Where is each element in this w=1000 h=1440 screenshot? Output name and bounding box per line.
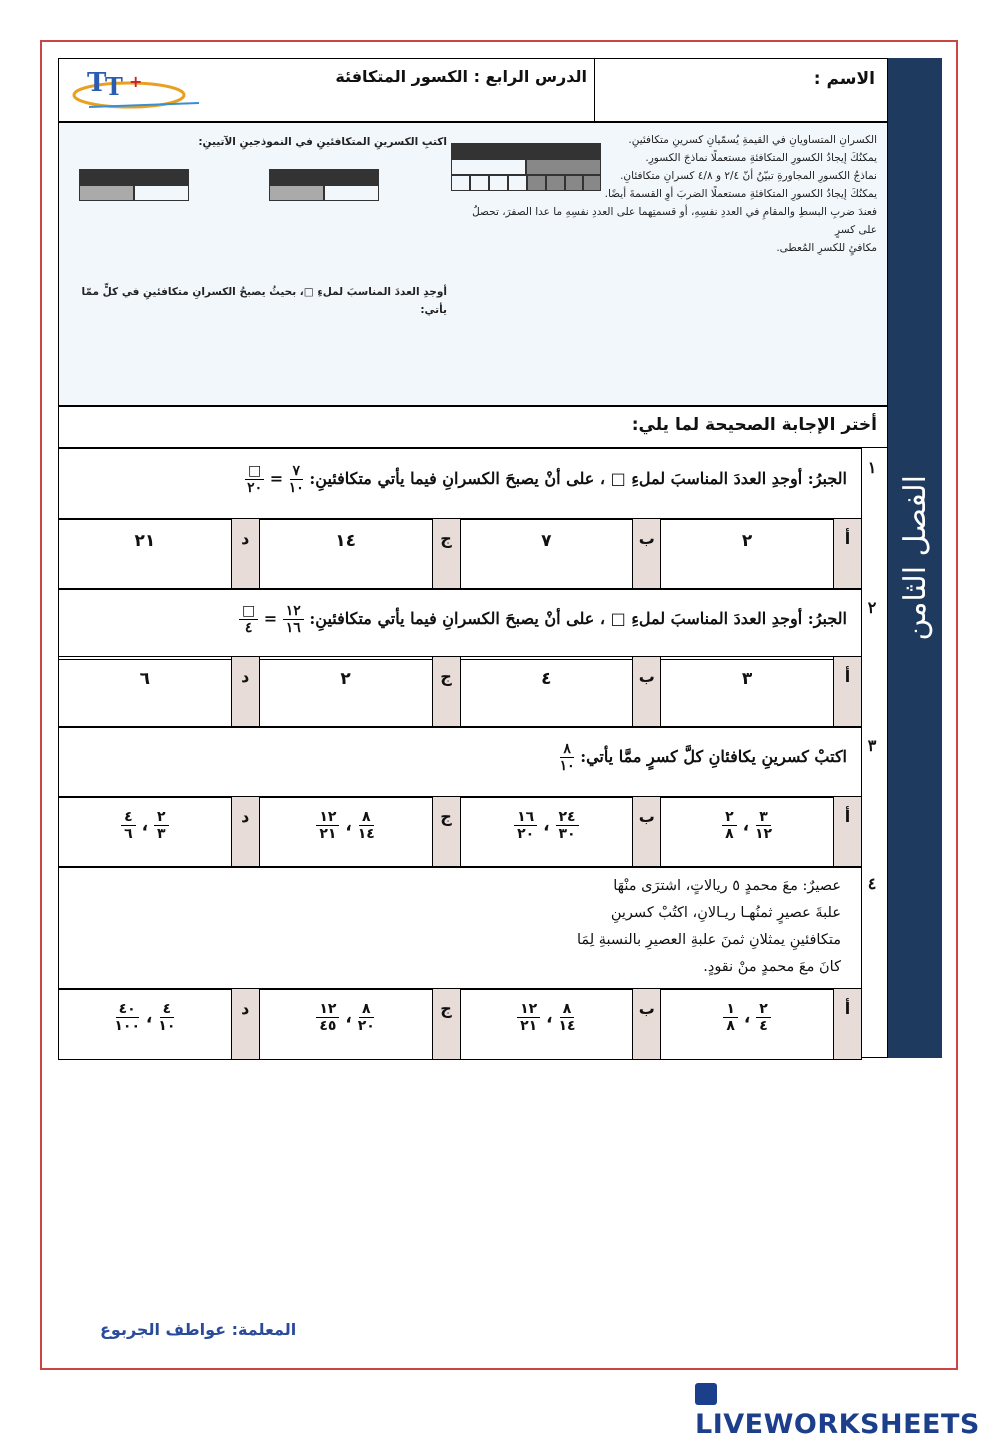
fraction: $\frac{٨}{١٤}$ [558, 1001, 576, 1034]
question-prompt: اكتبْ كسرينِ يكافئانِ كلَّ كسرٍ ممَّا يأتي: [580, 747, 847, 766]
option-letter: د [231, 657, 259, 727]
option-letter: د [231, 519, 259, 589]
school-logo-icon [69, 65, 209, 115]
option-letter: د [231, 797, 259, 867]
fraction: $\frac{١٦}{٢٠}$ [514, 809, 537, 842]
svg-text:T: T [105, 72, 123, 101]
lesson-line: نماذجُ الكسورِ المجاورةِ تبيّنُ أنّ ٢/٤ و ٤/٨ كسرانِ متكافئانِ. [620, 170, 877, 182]
question-number: ٣ [867, 736, 877, 755]
option-c[interactable]: ١٤ [259, 519, 432, 589]
svg-text:T: T [87, 68, 107, 98]
option-a[interactable]: ٣ [660, 657, 833, 727]
fraction: $\frac{٨}{١٤}$ [357, 809, 375, 842]
question-2 [58, 588, 862, 660]
question-line: متكافئينِ يمثلانِ ثمنَ علبةِ العصيرِ بالنسبةِ لِمَا [576, 932, 841, 948]
fraction-bar-halves [451, 159, 601, 175]
question-text: الجبرُ: أوجدِ العددَ المناسبَ لملءِ □ ، على أنْ يصبحَ الكسرانِ فيما يأتي متكافئينِ: $\frac{١٢}{١٦}$ = $\frac{□}{٤}$ [239, 603, 847, 636]
fraction-blank: $\frac{□}{٤}$ [239, 603, 258, 636]
option-b[interactable]: $\frac{٨}{١٤}$ ، $\frac{١٢}{٢١}$ [460, 989, 633, 1059]
fraction: $\frac{٨}{١٠}$ [559, 741, 575, 774]
question-3 [58, 726, 862, 798]
exercise-heading: أوجدِ العددَ المناسبَ لملءِ □، بحيثُ يصبحُ الكسرانِ متكافئينِ في كلٍّ ممّا يأتي: [81, 286, 447, 316]
option-letter: أ [833, 797, 861, 867]
option-d[interactable]: $\frac{٤}{١٠}$ ، $\frac{٤٠}{١٠٠}$ [114, 1001, 176, 1034]
option-letter: ب [632, 519, 660, 589]
brand-icon [695, 1383, 717, 1405]
option-letter: أ [833, 989, 861, 1059]
lesson-title: الدرس الرابع : الكسور المتكافئة [335, 67, 587, 86]
exercise-model-2 [269, 169, 379, 185]
option-letter: ج [432, 797, 460, 867]
exercise-heading: اكتبِ الكسرينِ المتكافئينِ في النموذجينِ الآتيينِ: [198, 136, 447, 148]
brand-text: LIVEWORKSHEETS [695, 1409, 980, 1440]
option-c[interactable]: ٢ [259, 657, 432, 727]
exercise-model-1 [79, 169, 189, 185]
name-label: الاسم : [813, 69, 875, 89]
options-row-3 [58, 796, 862, 868]
fraction: $\frac{٨}{٢٠}$ [357, 1001, 375, 1034]
option-b[interactable]: ٧ [460, 519, 633, 589]
question-text [560, 741, 847, 774]
option-c[interactable]: $\frac{٨}{١٤}$ ، $\frac{١٢}{٢١}$ [259, 797, 432, 867]
option-b[interactable]: $\frac{٢٤}{٣٠}$ ، $\frac{١٦}{٢٠}$ [460, 797, 633, 867]
question-line: كانَ معَ محمدٍ منْ نقودٍ. [703, 959, 841, 975]
lesson-line: يمكنُكَ إيجادُ الكسورِ المتكافئةِ مستعملًا نماذجَ الكسورِ. [645, 152, 877, 164]
question-number: ١ [867, 458, 877, 477]
lesson-line: الكسرانِ المتساويانِ في القيمةِ يُسمّيانِ كسرينِ متكافئينِ. [628, 134, 877, 146]
question-text: الجبرُ: أوجدِ العددَ المناسبَ لملءِ □ ، على أنْ يصبحَ الكسرانِ فيما يأتي متكافئينِ: $\frac{٧}{١٠}$ = $\frac{□}{٢٠}$ [245, 463, 847, 496]
svg-text:+: + [129, 72, 143, 91]
question-prompt: الجبرُ: أوجدِ العددَ المناسبَ لملءِ □ ، على أنْ يصبحَ الكسرانِ فيما يأتي متكافئينِ: [309, 609, 847, 628]
option-c[interactable]: $\frac{٨}{٢٠}$ ، $\frac{١٢}{٤٥}$ [259, 989, 432, 1059]
lesson-line: فعندَ ضربِ البسطِ والمقامِ في العددِ نفسِهِ، أو قسمتِهما على العددِ نفسِهِ ما عدا الصفرَ، تحصلُ على كسرٍ [472, 206, 877, 236]
option-letter: أ [833, 519, 861, 589]
fraction: $\frac{١٢}{٢١}$ [316, 809, 339, 842]
fraction: $\frac{٢}{٨}$ [722, 809, 737, 842]
fraction: $\frac{٢٤}{٣٠}$ [556, 809, 579, 842]
option-a[interactable]: $\frac{٢}{٤}$ ، $\frac{١}{٨}$ [660, 989, 833, 1059]
question-prompt: الجبرُ: أوجدِ العددَ المناسبَ لملءِ □ ، على أنْ يصبحَ الكسرانِ فيما يأتي متكافئينِ: [309, 469, 847, 488]
question-4 [58, 866, 862, 990]
fraction-bar-eighths [451, 175, 601, 191]
fraction: $\frac{٧}{١٠}$ [288, 463, 304, 496]
chapter-label: الفصل الثامن [897, 475, 933, 641]
option-a[interactable]: ٢ [660, 519, 833, 589]
lesson-exercises-2 [67, 283, 447, 319]
exercise-model-2-parts [269, 185, 379, 201]
fraction-bar-model [451, 143, 601, 159]
question-line: علبةَ عصيرٍ ثمنُهـا ريـالانِ، اكتُبْ كسرينِ [610, 905, 841, 921]
options-row-2 [58, 656, 862, 728]
question-text [577, 873, 841, 981]
option-letter: ب [632, 797, 660, 867]
option-letter: ج [432, 657, 460, 727]
option-letter: ج [432, 989, 460, 1059]
teacher-name: المعلمة: عواطف الجربوع [100, 1320, 297, 1339]
fraction: $\frac{١٢}{٢١}$ [517, 1001, 540, 1034]
fraction: $\frac{١٢}{١٦}$ [283, 603, 304, 636]
option-letter: أ [833, 657, 861, 727]
option-d[interactable]: $\frac{٢}{٣}$ ، $\frac{٤}{٦}$ [59, 797, 231, 867]
fraction: $\frac{١٢}{٤٥}$ [316, 1001, 339, 1034]
options-row-1 [58, 518, 862, 590]
question-1 [58, 448, 862, 520]
lesson-line: مكافئٍ للكسرِ المُعطى. [776, 242, 877, 254]
lesson-reference-box [58, 122, 888, 406]
fraction: $\frac{٤}{١٠}$ [158, 1001, 176, 1034]
fraction: $\frac{٢}{٤}$ [756, 1001, 771, 1034]
option-d[interactable]: ٦ [139, 669, 151, 689]
fraction-blank: $\frac{□}{٢٠}$ [245, 463, 264, 496]
instruction-bar: أختر الإجابة الصحيحة لما يلي: [58, 406, 888, 448]
liveworksheets-logo [695, 1378, 1000, 1440]
question-number: ٢ [867, 598, 877, 617]
lesson-line: يمكنُكَ إيجادُ الكسورِ المتكافئةِ مستعملًا الضربَ أوِ القسمةَ أيضًا. [604, 188, 877, 200]
option-b[interactable]: ٤ [460, 657, 633, 727]
options-row-4 [58, 988, 862, 1060]
fraction: $\frac{٤٠}{١٠٠}$ [114, 1001, 140, 1034]
option-letter: ب [632, 657, 660, 727]
option-d[interactable]: ٢١ [134, 531, 156, 551]
question-line: عصيرٌ: معَ محمدٍ ٥ ريالاتٍ، اشترَى منْهَا [613, 878, 841, 894]
exercise-model-1-parts [79, 185, 189, 201]
option-a[interactable]: $\frac{٣}{١٢}$ ، $\frac{٢}{٨}$ [660, 797, 833, 867]
question-number: ٤ [867, 874, 877, 893]
option-letter: ب [632, 989, 660, 1059]
fraction: $\frac{١}{٨}$ [723, 1001, 738, 1034]
option-letter: ج [432, 519, 460, 589]
fraction: $\frac{٤}{٦}$ [121, 809, 136, 842]
worksheet-header [58, 58, 888, 122]
fraction: $\frac{٣}{١٢}$ [755, 809, 773, 842]
lesson-exercises [67, 133, 447, 151]
option-letter: د [231, 989, 259, 1059]
fraction: $\frac{٢}{٣}$ [154, 809, 169, 842]
chapter-sidebar [888, 58, 942, 1058]
